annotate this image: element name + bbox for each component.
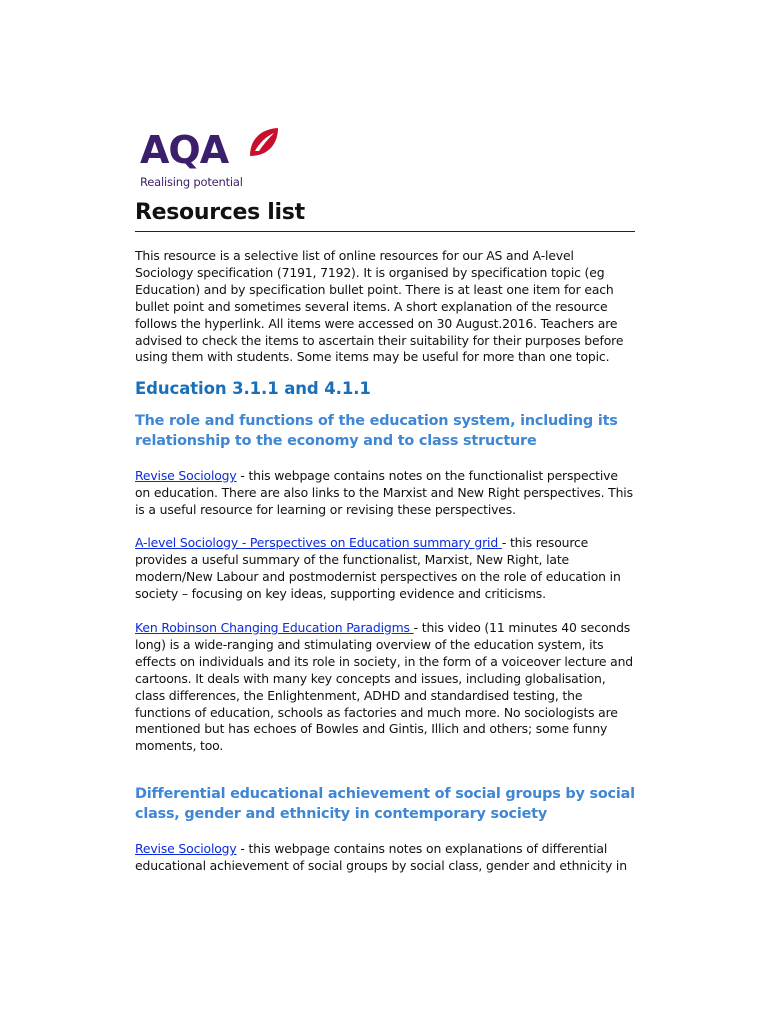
page-title: Resources list xyxy=(135,199,635,232)
resource-link[interactable]: A-level Sociology - Perspectives on Education summary grid xyxy=(135,535,502,550)
intro-paragraph: This resource is a selective list of online resources for our AS and A-level Sociology specification (7191, 7192). It is organised by specification topic (eg Education) and by specification bullet point. There is at least one item for each bullet point and sometimes several items. A short explanation of the resource follows the hyperlink. All items were accessed on 30 August.2016. Teachers are advised to check the items to ascertain their suitability for their purposes before using them with students. Some items may be useful for more than one topic. xyxy=(135,248,624,365)
logo-wordmark: AQA xyxy=(140,128,229,172)
subsection-heading: The role and functions of the education system, including its relationship to the economy and to class structure xyxy=(135,413,618,449)
aqa-logo xyxy=(140,126,290,192)
resource-link[interactable]: Ken Robinson Changing Education Paradigms xyxy=(135,620,414,635)
subsection-heading: Differential educational achievement of social groups by social class, gender and ethnicity in contemporary society xyxy=(135,786,635,822)
resource-link[interactable]: Revise Sociology xyxy=(135,468,237,483)
logo-tagline: Realising potential xyxy=(140,175,243,189)
aqa-leaf-icon xyxy=(246,126,280,160)
resource-item xyxy=(135,535,635,603)
resource-description: - this resource provides a useful summary of the functionalist, Marxist, New Right, late modern/New Labour and postmodernist perspectives on the role of education in society – focusing on key ideas, supporting evidence and criticisms. xyxy=(135,535,621,601)
resource-item xyxy=(135,841,635,875)
resource-item xyxy=(135,468,635,519)
resource-description: - this video (11 minutes 40 seconds long) is a wide-ranging and stimulating overview of the education system, its effects on individuals and its role in society, in the form of a voiceover lecture and cartoons. It deals with many key concepts and issues, including globalisation, class differences, the Enlightenment, ADHD and standardised testing, the functions of education, schools as factories and much more. No sociologists are mentioned but has echoes of Bowles and Gintis, Illich and others; some funny moments, too. xyxy=(135,620,633,754)
resource-description: - this webpage contains notes on the functionalist perspective on education. There are also links to the Marxist and New Right perspectives. This is a useful resource for learning or revising these perspectives. xyxy=(135,468,633,517)
resource-description: - this webpage contains notes on explanations of differential educational achievement of social groups by social class, gender and ethnicity in xyxy=(135,841,627,873)
resource-link[interactable]: Revise Sociology xyxy=(135,841,237,856)
section-heading: Education 3.1.1 and 4.1.1 xyxy=(135,379,371,398)
resource-item xyxy=(135,620,635,755)
